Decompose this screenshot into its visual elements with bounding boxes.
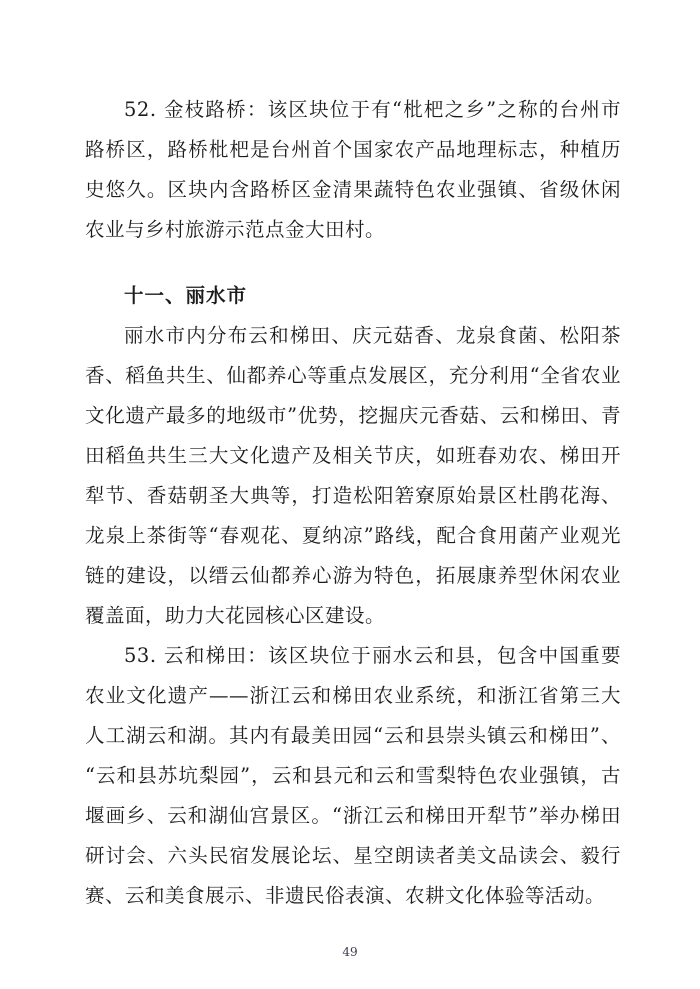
paragraph-lishui-overview: 丽水市内分布云和梯田、庆元菇香、龙泉食菌、松阳茶香、稻鱼共生、仙都养心等重点发展区，充分利用“全省农业文化遗产最多的地级市”优势，挖掘庆元香菇、云和梯田、青田稻鱼共生三大文化遗产及相关节庆，如班春劝农、梯田开犁节、香菇朝圣大典等，打造松阳箬寮原始景区杜鹃花海、龙泉上茶街等“春观花、夏纳凉”路线，配合食用菌产业观光链的建设，以缙云仙都养心游为特色，拓展康养型休闲农业覆盖面，助力大花园核心区建设。 — [85, 324, 621, 627]
paragraph-52-jinzhi-luqiao: 52. 金枝路桥：该区块位于有“枇杷之乡”之称的台州市路桥区，路桥枇杷是台州首个国家农产品地理标志，种植历史悠久。区块内含路桥区金清果蔬特色农业强镇、省级休闲农业与乡村旅游示范点金大田村。 — [85, 98, 621, 241]
page-number: 49 — [342, 945, 358, 959]
section-heading-11-lishui: 十一、丽水市 — [124, 284, 248, 307]
document-body — [85, 90, 621, 916]
paragraph-53-yunhe-titian: 53. 云和梯田：该区块位于丽水云和县，包含中国重要农业文化遗产——浙江云和梯田农业系统，和浙江省第三大人工湖云和湖。其内有最美田园“云和县崇头镇云和梯田”、“云和县苏坑梨园”，云和县元和云和雪梨特色农业强镇，古堰画乡、云和湖仙宫景区。“浙江云和梯田开犁节”举办梯田研讨会、六头民宿发展论坛、星空朗读者美文品读会、毅行赛、云和美食展示、非遗民俗表演、农耕文化体验等活动。 — [85, 644, 621, 907]
